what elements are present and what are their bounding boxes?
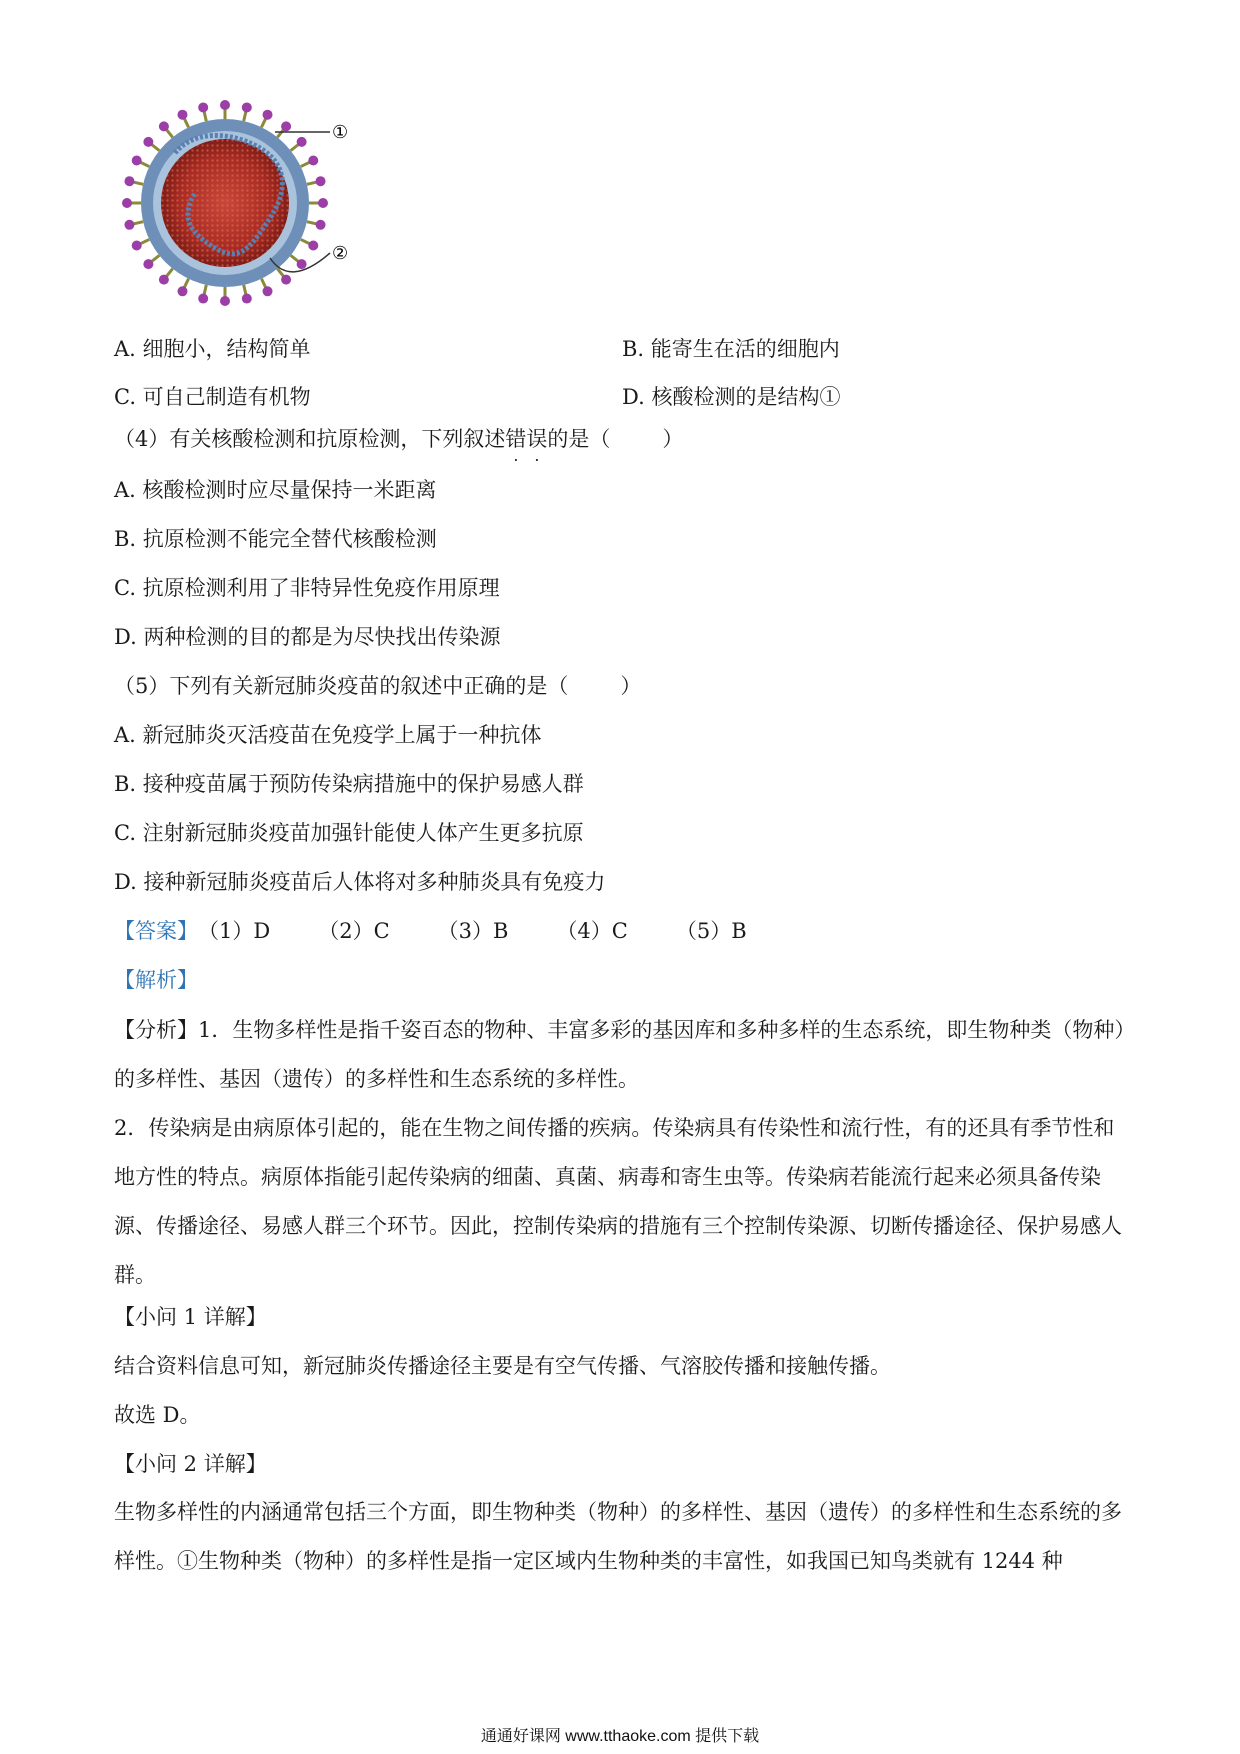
spike-head xyxy=(159,121,169,131)
q3-option-d: D. 核酸检测的是结构① xyxy=(622,385,841,409)
q5-stem: （5）下列有关新冠肺炎疫苗的叙述中正确的是（ ） xyxy=(114,674,642,698)
spike-head xyxy=(263,286,273,296)
spike-head xyxy=(198,294,208,304)
q5-option-a: A. 新冠肺炎灭活疫苗在免疫学上属于一种抗体 xyxy=(114,723,542,747)
virus-figure xyxy=(120,98,410,308)
spike-head xyxy=(318,198,328,208)
spike-head xyxy=(177,286,187,296)
subquestion-1-title: 【小问 1 详解】 xyxy=(114,1305,267,1329)
spike-head xyxy=(297,137,307,147)
q3-option-a: A. 细胞小，结构简单 xyxy=(114,337,311,361)
answer-item: （5）B xyxy=(675,919,747,943)
spike-head xyxy=(297,259,307,269)
q3-option-c: C. 可自己制造有机物 xyxy=(114,385,311,409)
answer-label: 【答案】 xyxy=(114,919,198,943)
spike-head xyxy=(220,296,230,306)
subquestion-1-conclusion: 故选 D。 xyxy=(114,1403,201,1427)
spike-head xyxy=(220,100,230,110)
q5-option-b: B. 接种疫苗属于预防传染病措施中的保护易感人群 xyxy=(114,772,584,796)
answer-item: （1）D xyxy=(198,919,271,943)
spike-head xyxy=(308,241,318,251)
spike-head xyxy=(124,220,134,230)
subquestion-1-text: 结合资料信息可知，新冠肺炎传播途径主要是有空气传播、气溶胶传播和接触传播。 xyxy=(114,1354,891,1378)
analysis-paragraph-2: 2．传染病是由病原体引起的，能在生物之间传播的疾病。传染病具有传染性和流行性，有的还具有季节性和地方性的特点。病原体指能引起传染病的细菌、真菌、病毒和寄生虫等。传染病若能流行起来必须具备传染源、传播途径、易感人群三个环节。因此，控制传染病的措施有三个控制传染源、切断传播途径、保护易感人群。 xyxy=(114,1116,1122,1287)
answer-line xyxy=(114,916,795,946)
analysis-paragraph-1: 【分析】1．生物多样性是指千姿百态的物种、丰富多彩的基因库和多种多样的生态系统，即生物种类（物种）的多样性、基因（遗传）的多样性和生态系统的多样性。 xyxy=(114,1018,1125,1091)
subquestion-2-text: 生物多样性的内涵通常包括三个方面，即生物种类（物种）的多样性、基因（遗传）的多样性和生态系统的多样性。①生物种类（物种）的多样性是指一定区域内生物种类的丰富性，如我国已知鸟类就有 1244 种 xyxy=(114,1500,1122,1573)
spike-head xyxy=(132,155,142,165)
spike-head xyxy=(316,220,326,230)
spike-head xyxy=(132,241,142,251)
spike-head xyxy=(143,259,153,269)
spike-head xyxy=(242,294,252,304)
analysis-label: 【解析】 xyxy=(114,968,198,992)
q3-options-row-1 xyxy=(114,334,1134,364)
spike-head xyxy=(263,110,273,120)
spike-head xyxy=(177,110,187,120)
figure-label-1: ① xyxy=(332,122,349,143)
spike-head xyxy=(198,102,208,112)
q4-option-b: B. 抗原检测不能完全替代核酸检测 xyxy=(114,527,437,551)
spike-head xyxy=(124,176,134,186)
q5-option-d: D. 接种新冠肺炎疫苗后人体将对多种肺炎具有免疫力 xyxy=(114,870,606,894)
spike-head xyxy=(143,137,153,147)
answer-item: （3）B xyxy=(437,919,509,943)
answer-item: （4）C xyxy=(556,919,628,943)
q5-option-c: C. 注射新冠肺炎疫苗加强针能使人体产生更多抗原 xyxy=(114,821,584,845)
spike-head xyxy=(159,275,169,285)
figure-label-2: ② xyxy=(332,243,349,264)
q3-option-b: B. 能寄生在活的细胞内 xyxy=(622,337,840,361)
spike-head xyxy=(122,198,132,208)
q4-option-c: C. 抗原检测利用了非特异性免疫作用原理 xyxy=(114,576,500,600)
spike-head xyxy=(242,102,252,112)
spike-head xyxy=(316,176,326,186)
answer-item: （2）C xyxy=(318,919,390,943)
q4-stem: （4）有关核酸检测和抗原检测，下列叙述错误的是（ ） xyxy=(114,427,684,451)
q4-option-a: A. 核酸检测时应尽量保持一米距离 xyxy=(114,478,437,502)
q4-option-d: D. 两种检测的目的都是为尽快找出传染源 xyxy=(114,625,501,649)
subquestion-2-title: 【小问 2 详解】 xyxy=(114,1452,267,1476)
q3-options-row-2 xyxy=(114,382,1134,412)
spike-head xyxy=(308,155,318,165)
spike-head xyxy=(281,121,291,131)
spike-head xyxy=(281,275,291,285)
page-footer: 通通好课网 www.tthaoke.com 提供下载 xyxy=(480,1728,760,1745)
